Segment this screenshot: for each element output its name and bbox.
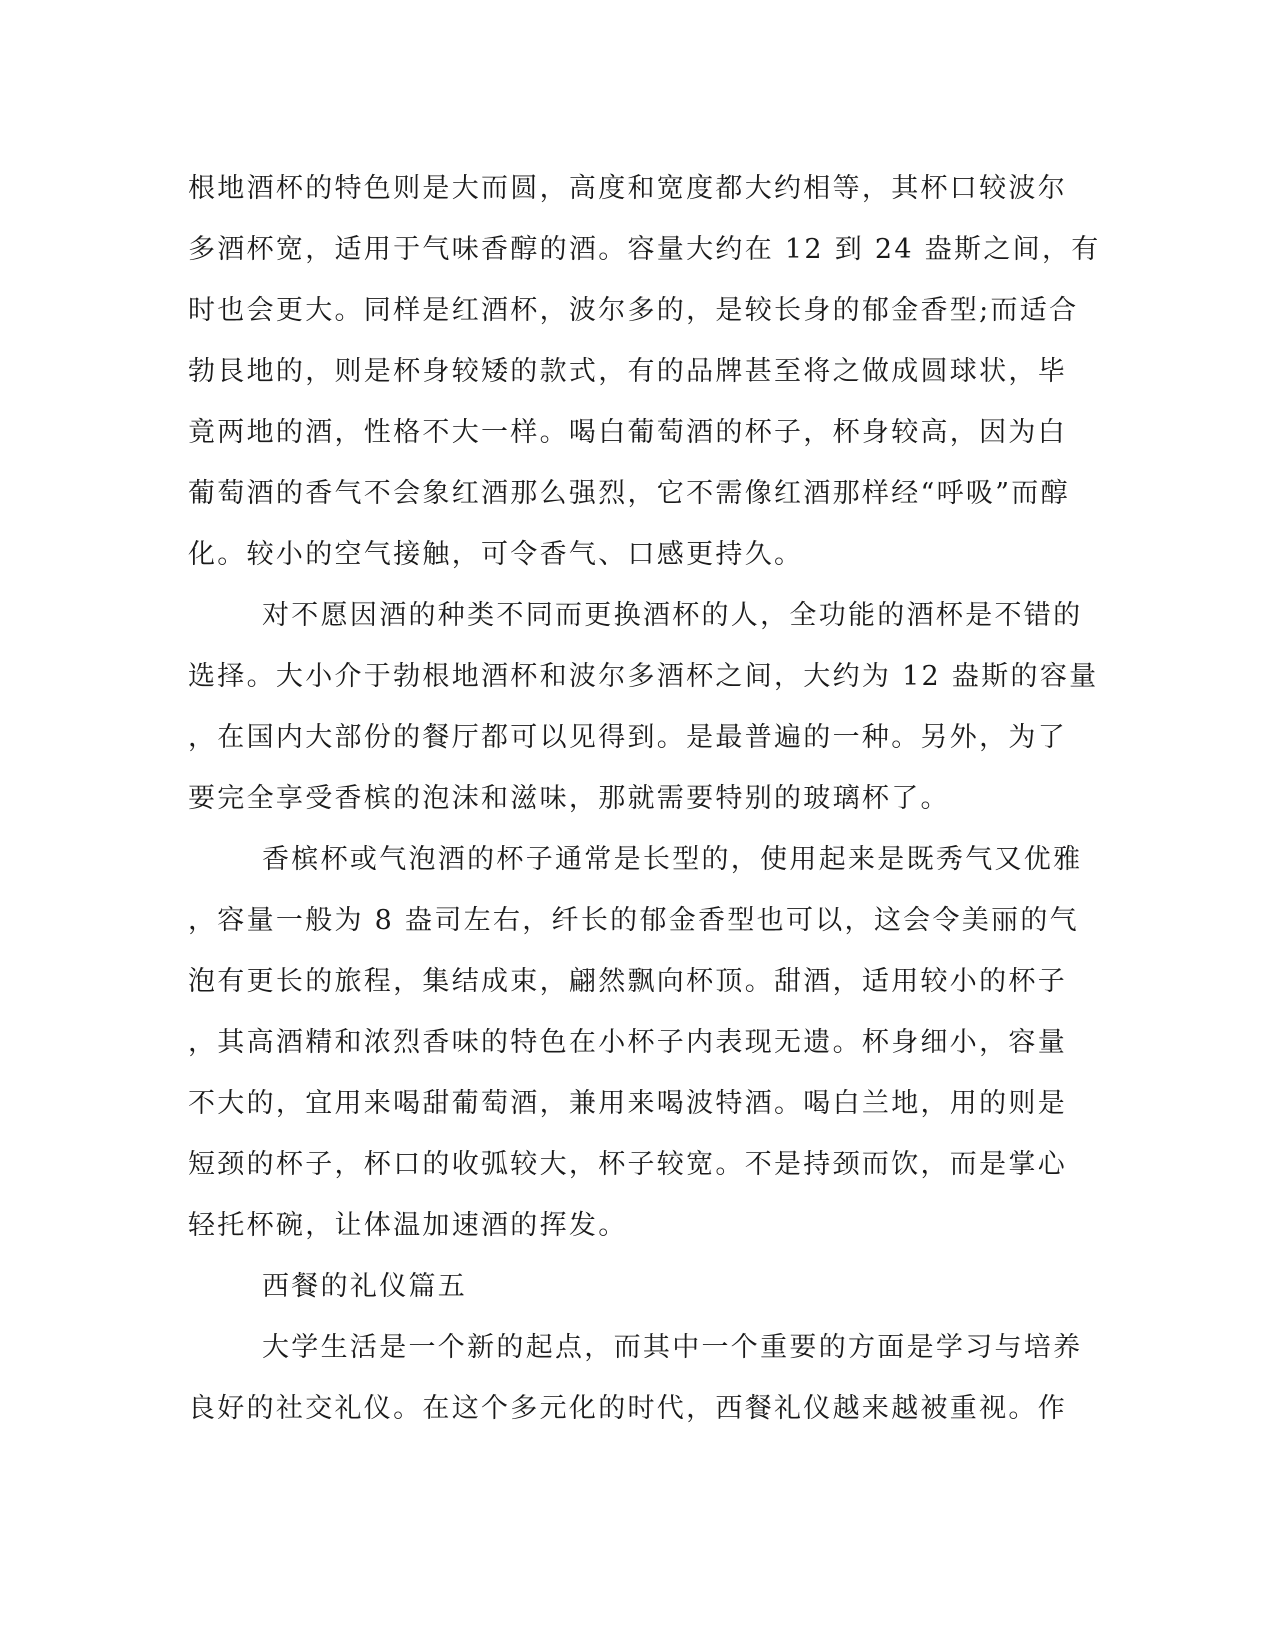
text-line: 选择。大小介于勃根地酒杯和波尔多酒杯之间，大约为 12 盎斯的容量 — [188, 661, 1099, 692]
paragraph-college-etiquette — [188, 1317, 1083, 1439]
section-heading — [188, 1256, 1068, 1317]
text-line: 要完全享受香槟的泡沫和滋味，那就需要特别的玻璃杯了。 — [188, 783, 950, 814]
text-line: 竟两地的酒，性格不大一样。喝白葡萄酒的杯子，杯身较高，因为白 — [188, 417, 1067, 448]
text-line: 葡萄酒的香气不会象红酒那么强烈，它不需像红酒那样经“呼吸”而醇 — [188, 478, 1070, 509]
text-line: 短颈的杯子，杯口的收弧较大，杯子较宽。不是持颈而饮，而是掌心 — [188, 1149, 1067, 1180]
paragraph-champagne-glass — [188, 829, 1083, 1256]
text-line: 泡有更长的旅程，集结成束，翩然飘向杯顶。甜酒，适用较小的杯子 — [188, 966, 1067, 997]
paragraph-wine-glasses-continued — [188, 158, 1101, 585]
text-line: 多酒杯宽，适用于气味香醇的酒。容量大约在 12 到 24 盎斯之间，有 — [188, 234, 1101, 265]
text-line: 根地酒杯的特色则是大而圆，高度和宽度都大约相等，其杯口较波尔 — [188, 173, 1067, 204]
text-line: ，容量一般为 8 盎司左右，纤长的郁金香型也可以，这会令美丽的气 — [188, 905, 1079, 936]
text-line: 轻托杯碗，让体温加速酒的挥发。 — [188, 1210, 628, 1241]
text-line: ，其高酒精和浓烈香味的特色在小杯子内表现无遗。杯身细小，容量 — [188, 1027, 1067, 1058]
text-line: 良好的社交礼仪。在这个多元化的时代，西餐礼仪越来越被重视。作 — [188, 1393, 1067, 1424]
paragraph-all-purpose-glass — [188, 585, 1099, 829]
text-line: 化。较小的空气接触，可令香气、口感更持久。 — [188, 539, 804, 570]
text-line: 香槟杯或气泡酒的杯子通常是长型的，使用起来是既秀气又优雅 — [262, 844, 1083, 875]
document-page — [188, 158, 1101, 1439]
text-line: ，在国内大部份的餐厅都可以见得到。是最普遍的一种。另外，为了 — [188, 722, 1067, 753]
text-line: 勃艮地的，则是杯身较矮的款式，有的品牌甚至将之做成圆球状，毕 — [188, 356, 1067, 387]
section-title: 西餐的礼仪篇五 — [262, 1271, 468, 1302]
text-line: 对不愿因酒的种类不同而更换酒杯的人，全功能的酒杯是不错的 — [262, 600, 1083, 631]
text-line: 时也会更大。同样是红酒杯，波尔多的，是较长身的郁金香型;而适合 — [188, 295, 1079, 326]
text-line: 不大的，宜用来喝甜葡萄酒，兼用来喝波特酒。喝白兰地，用的则是 — [188, 1088, 1067, 1119]
text-line: 大学生活是一个新的起点，而其中一个重要的方面是学习与培养 — [262, 1332, 1083, 1363]
